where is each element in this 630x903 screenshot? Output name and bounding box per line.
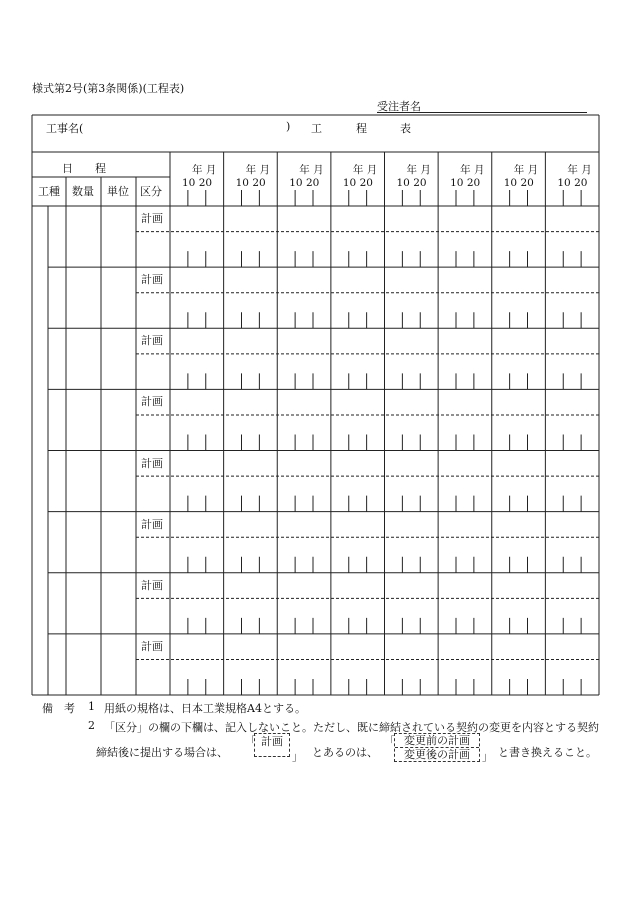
open-bracket-2: 「 — [384, 735, 395, 748]
boxed-after: 変更後の計画 — [404, 748, 470, 761]
day-marks-7: 10 20 — [503, 177, 534, 189]
day-marks-8: 10 20 — [557, 177, 588, 189]
close-bracket-1: 」 — [292, 750, 303, 763]
plan-label-1: 計画 — [141, 212, 163, 225]
plan-label-3: 計画 — [141, 334, 163, 348]
month-header-4: 年 月 — [352, 164, 378, 176]
boxed-before: 変更前の計画 — [395, 734, 479, 748]
plan-label-6: 計画 — [141, 517, 163, 531]
month-header-7: 年 月 — [513, 164, 539, 176]
plan-label-7: 計画 — [141, 578, 163, 592]
month-header-5: 年 月 — [406, 164, 431, 176]
notes-label: 備 考 — [42, 702, 75, 715]
title-char-1: 工 — [311, 122, 322, 135]
day-marks-6: 10 20 — [450, 177, 481, 189]
day-marks-3: 10 20 — [289, 177, 320, 189]
schedule-label: 日 程 — [62, 162, 106, 175]
open-bracket-1: 「 — [245, 735, 256, 748]
boxed-plan — [254, 733, 290, 757]
note-2-line-1: 「区分」の欄の下欄は、記入しないこと。ただし、既に締結されている契約の変更を内容とする契約 — [104, 721, 599, 734]
note-2-line-2: 締結後に提出する場合は、 — [96, 746, 228, 759]
day-marks-5: 10 20 — [396, 177, 427, 189]
note-end-text: と書き換えること。 — [498, 746, 597, 759]
close-bracket-2: 」 — [482, 750, 493, 763]
note-1-number: 1 — [88, 700, 95, 713]
month-header-8: 年 月 — [567, 164, 592, 176]
col-header-unit: 単位 — [107, 185, 129, 198]
col-header-division: 区分 — [140, 185, 162, 198]
note-1-text: 用紙の規格は、日本工業規格A4とする。 — [104, 702, 306, 715]
title-char-3: 表 — [400, 122, 411, 135]
month-header-1: 年 月 — [192, 164, 217, 176]
title-char-2: 程 — [356, 122, 367, 135]
col-header-kind: 工種 — [38, 185, 60, 198]
plan-label-4: 計画 — [141, 395, 163, 409]
project-name-label: 工事名( — [46, 122, 84, 135]
day-marks-2: 10 20 — [235, 177, 266, 189]
plan-label-8: 計画 — [141, 639, 163, 653]
boxed-before-after — [394, 733, 480, 762]
form-header: 様式第2号(第3条関係)(工程表) — [32, 82, 185, 95]
note-middle-text: とあるのは、 — [312, 746, 378, 759]
day-marks-1: 10 20 — [182, 177, 213, 189]
month-header-3: 年 月 — [299, 164, 324, 176]
boxed-plan-text: 計画 — [254, 733, 290, 757]
note-2-number: 2 — [88, 719, 95, 732]
contractor-label: 受注者名 — [377, 100, 421, 113]
month-header-6: 年 月 — [460, 164, 485, 176]
month-header-2: 年 月 — [245, 164, 270, 176]
plan-label-5: 計画 — [141, 456, 163, 470]
day-marks-4: 10 20 — [342, 177, 373, 189]
col-header-qty: 数量 — [72, 185, 94, 198]
plan-label-2: 計画 — [141, 273, 163, 287]
project-name-close: ) — [286, 120, 291, 133]
